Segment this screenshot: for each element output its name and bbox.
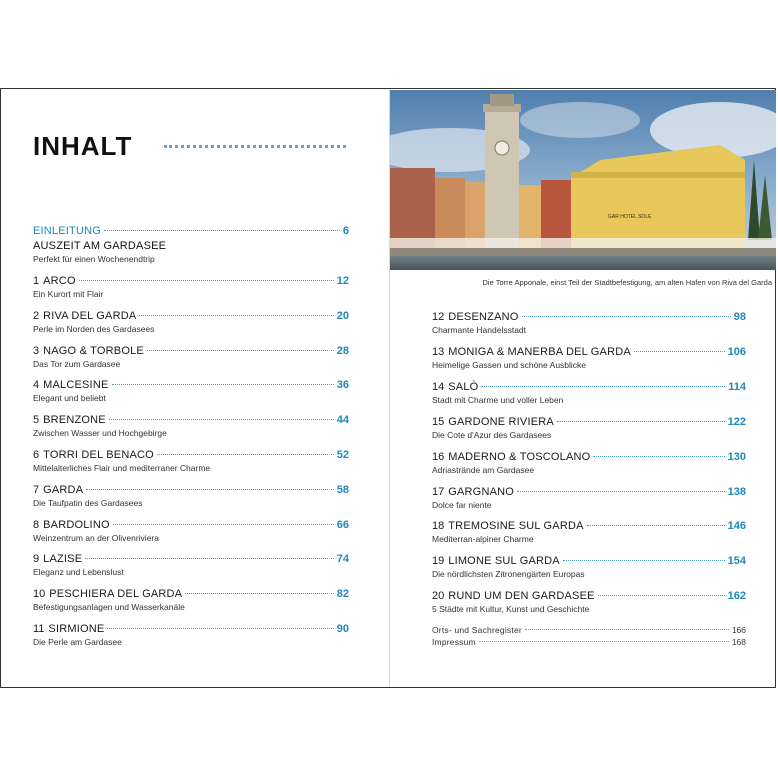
entry-number: 16 [432,450,445,463]
entry-subtitle: Mediterran-alpiner Charme [432,534,534,545]
torre-apponale [485,108,519,248]
leader-dots [517,491,725,492]
entry-page: 138 [727,485,746,498]
entry-number: 5 [33,414,40,427]
entry-number: 3 [33,344,40,357]
quay [390,248,776,256]
photo-illustration [390,90,776,270]
entry-page: 90 [336,623,349,635]
leader-dots [107,628,333,629]
entry-name: SIRMIONE [48,623,105,635]
entry-name: LAZISE [43,553,83,566]
book-spread [0,88,776,688]
entry-page: 58 [336,483,349,496]
entry-number: 2 [33,309,40,322]
building [435,178,465,248]
entry-number: 10 [33,588,46,601]
entry-name: MALCESINE [43,379,109,392]
toc-entry[interactable] [432,520,746,544]
entry-subtitle: Eleganz und Lebenslust [33,567,124,578]
entry-page: 74 [336,553,349,566]
entry-page: 130 [727,450,746,463]
toc-entry[interactable] [33,310,349,334]
entry-name: BARDOLINO [43,518,110,531]
toc-entry[interactable] [33,414,349,438]
entry-name: TORRI DEL BENACO [43,449,154,461]
entry-subtitle: Mittelalterliches Flair und mediterraner Charme [33,463,211,473]
toc-entry[interactable] [33,379,349,403]
hotel-cornice [571,172,745,178]
leader-dots [139,315,333,316]
toc-entry[interactable] [432,416,746,440]
appendix-name: Impressum [432,637,476,647]
entry-name: RIVA DEL GARDA [43,309,137,322]
entry-subtitle: Das Tor zum Gardasee [33,358,121,369]
entry-page: 20 [336,309,349,322]
entry-number: 9 [33,553,40,566]
entry-number: 14 [432,380,445,393]
toc-appendix-register[interactable] [432,625,746,635]
entry-name: EINLEITUNG [33,225,102,237]
entry-page: 122 [727,415,746,428]
entry-subtitle: Heimelige Gassen und schöne Ausblicke [432,359,587,370]
toc-entry-einleitung[interactable] [33,225,349,264]
entry-page: 12 [336,275,349,287]
tower-belfry [490,94,514,106]
entry-page: 82 [336,588,349,601]
entry-subtitle: Stadt mit Charme und voller Leben [432,394,564,405]
entry-subtitle: Die Perle am Gardasee [33,637,122,647]
entry-subtitle: Adriastrände am Gardasee [432,464,535,475]
entry-name: PESCHIERA DEL GARDA [49,588,183,601]
title-dotted-rule [164,145,346,148]
toc-entry[interactable] [33,519,349,543]
entry-name: TREMOSINE SUL GARDA [448,520,584,533]
entry-subtitle: Zwischen Wasser und Hochgebirge [33,428,167,439]
entry-subtitle: Elegant und beliebt [33,393,106,404]
entry-name: LIMONE SUL GARDA [448,555,560,568]
entry-page: 98 [733,311,746,323]
entry-name: DESENZANO [448,311,519,323]
leader-dots [157,454,334,455]
toc-appendix-impressum[interactable] [432,637,746,647]
entry-page: 44 [336,414,349,427]
leader-dots [86,489,334,490]
building [390,168,435,248]
toc-entry[interactable] [432,451,746,475]
leader-dots [525,629,729,630]
leader-dots [104,230,340,231]
entry-page: 66 [336,518,349,531]
appendix-name: Orts- und Sachregister [432,625,522,635]
toc-entry[interactable] [432,381,746,405]
entry-subtitle: 5 Städte mit Kultur, Kunst und Geschichte [432,604,590,615]
entry-subtitle: Weinzentrum an der Olivenriviera [33,532,159,543]
leader-dots [481,386,725,387]
leader-dots [85,558,334,559]
toc-entry[interactable] [33,588,349,612]
entry-name: SALÒ [448,380,479,393]
entry-page: 52 [336,449,349,461]
leader-dots [593,456,724,457]
umbrellas [390,238,776,248]
entry-number: 11 [33,623,45,635]
leader-dots [185,593,334,594]
entry-number: 13 [432,345,445,358]
entry-subtitle: Perle im Norden des Gardasees [33,323,155,334]
toc-entry[interactable] [33,484,349,508]
appendix-page: 168 [731,637,746,647]
intro-heading: AUSZEIT AM GARDASEE [33,240,167,252]
entry-page: 106 [727,345,746,358]
entry-subtitle: Die Taufpatin des Gardasees [33,497,143,508]
entry-number: 18 [432,520,445,533]
entry-name: ARCO [43,275,76,287]
leader-dots [109,419,334,420]
leader-dots [113,524,334,525]
entry-number: 1 [33,275,40,287]
riva-harbour-photo [390,90,776,270]
building [541,180,571,248]
leader-dots [79,280,334,281]
entry-page: 28 [336,344,349,357]
entry-page: 154 [727,555,746,568]
entry-subtitle: Die Cote d'Azur des Gardasees [432,429,552,440]
entry-name: MONIGA & MANERBA DEL GARDA [448,345,631,358]
toc-entry[interactable] [33,345,349,369]
hotel-sign: GAR HOTEL SOLE [608,214,652,220]
entry-number: 15 [432,415,445,428]
toc-entry[interactable] [432,590,746,614]
toc-entry[interactable] [432,555,746,579]
entry-name: GARGNANO [448,485,515,498]
entry-subtitle: Charmante Handelsstadt [432,325,527,335]
leader-dots [112,384,334,385]
entry-page: 146 [727,520,746,533]
entry-subtitle: Befestigungsanlagen und Wasserkanäle [33,602,185,613]
photo-caption: Die Torre Apponale, einst Teil der Stadtbefestigung, am alten Hafen von Riva del Garda [482,278,772,287]
toc-entry[interactable] [33,449,349,473]
entry-name: NAGO & TORBOLE [43,344,144,357]
tower-clock [495,141,509,155]
toc-entry[interactable] [432,346,746,370]
leader-dots [479,641,729,642]
entry-subtitle: Perfekt für einen Wochenendtrip [33,254,155,264]
entry-number: 6 [33,449,40,461]
entry-name: BRENZONE [43,414,106,427]
entry-number: 12 [432,311,445,323]
entry-page: 114 [728,380,746,393]
appendix-page: 166 [731,625,746,635]
entry-page: 36 [336,379,349,392]
entry-number: 8 [33,518,40,531]
leader-dots [557,421,725,422]
entry-subtitle: Ein Kurort mit Flair [33,289,104,299]
toc-entry[interactable] [33,623,349,647]
entry-page: 6 [342,225,349,237]
harbour-water [390,256,776,270]
toc-entry[interactable] [33,553,349,577]
page-title: INHALT [33,131,133,161]
entry-subtitle: Die nördlichsten Zitronengärten Europas [432,569,585,580]
entry-name: MADERNO & TOSCOLANO [448,450,591,463]
leader-dots [587,525,725,526]
entry-number: 7 [33,483,40,496]
entry-number: 19 [432,555,445,568]
toc-entry[interactable] [432,311,746,335]
leader-dots [563,560,725,561]
toc-entry[interactable] [33,275,349,299]
leader-dots [522,316,731,317]
entry-number: 4 [33,379,40,392]
entry-name: GARDA [43,483,84,496]
entry-number: 17 [432,485,445,498]
entry-name: GARDONE RIVIERA [448,415,554,428]
cloud [520,102,640,138]
leader-dots [634,351,725,352]
leader-dots [598,595,725,596]
entry-name: RUND UM DEN GARDASEE [448,590,595,603]
entry-number: 20 [432,590,445,603]
entry-page: 162 [727,590,746,603]
leader-dots [147,350,334,351]
toc-entry[interactable] [432,486,746,510]
entry-subtitle: Dolce far niente [432,499,492,510]
